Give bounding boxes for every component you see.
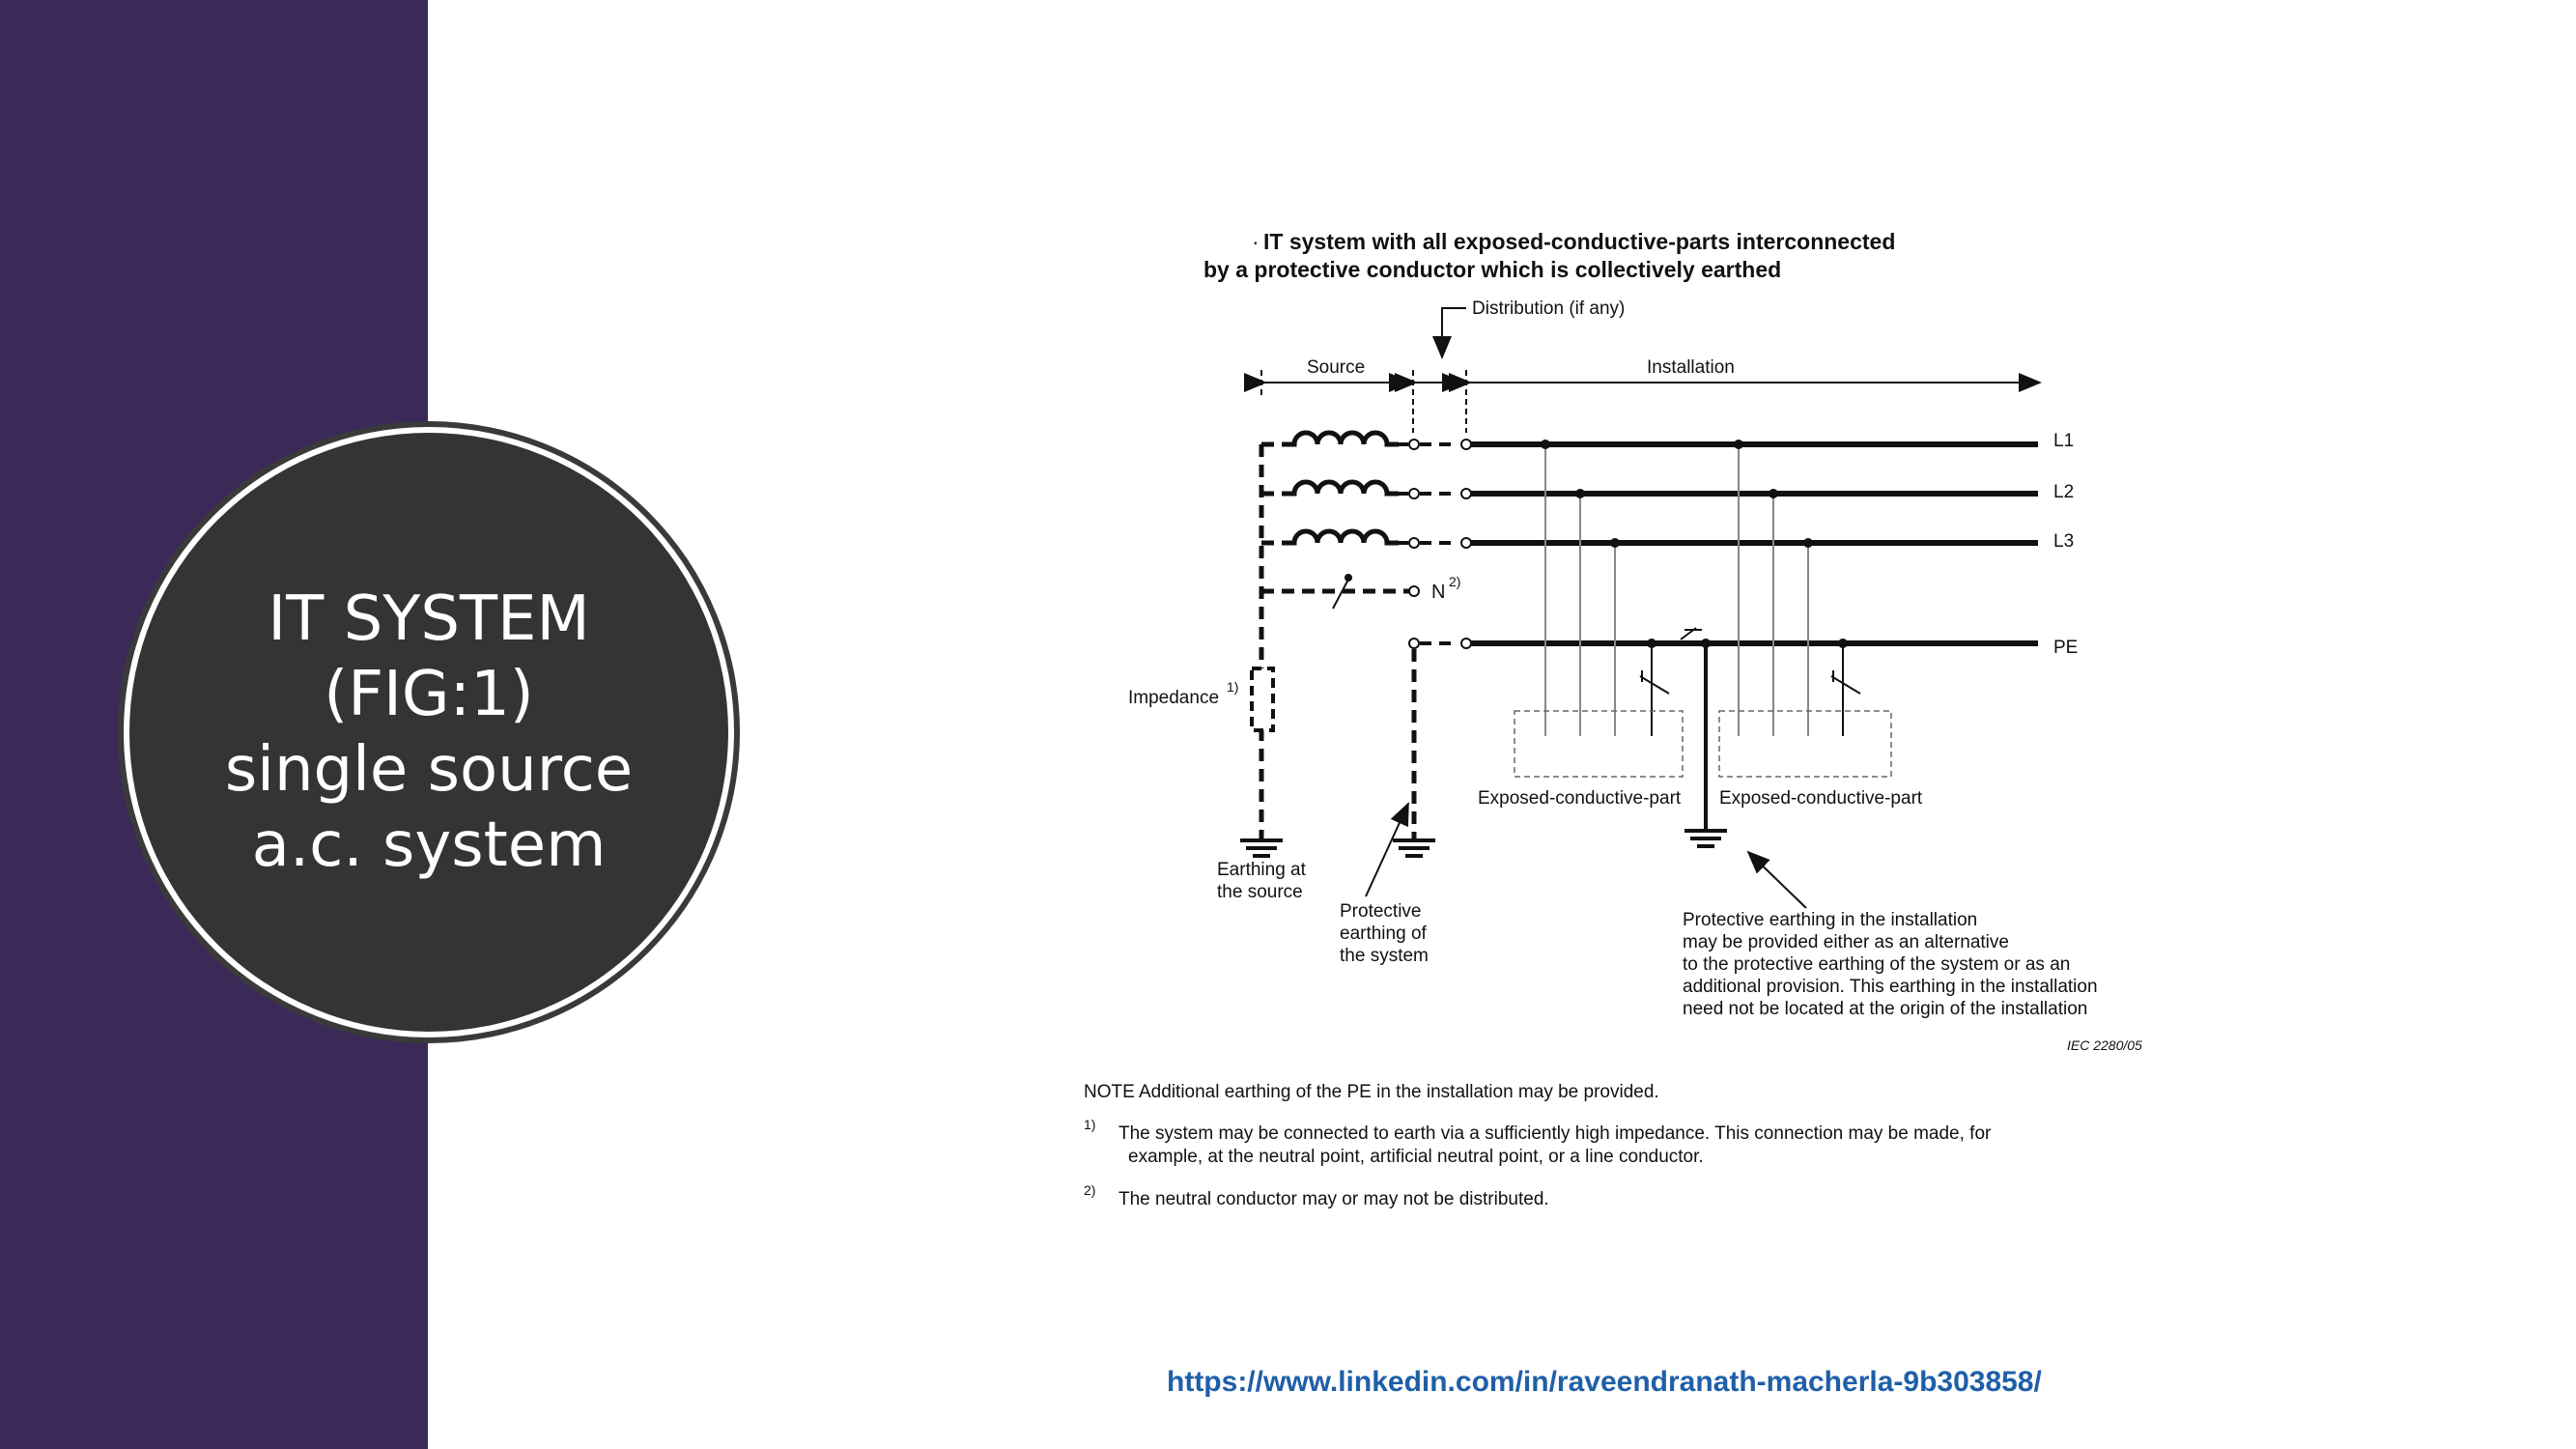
earth-symbol-source <box>1240 840 1283 856</box>
protective-earthing-system-label-2: earthing of <box>1340 923 1427 944</box>
footnote-2-line-1: The neutral conductor may or may not be distributed. <box>1118 1189 1549 1209</box>
neutral-superscript: 2) <box>1449 574 1461 589</box>
footnote-2-marker: 2) <box>1084 1182 1096 1198</box>
slide-title-line-3: single source <box>224 734 634 806</box>
iec-reference: IEC 2280/05 <box>2067 1037 2142 1053</box>
exposed-part-box-2 <box>1719 711 1891 777</box>
protective-earthing-installation-pointer <box>1748 852 1806 908</box>
winding-l2 <box>1285 482 1399 494</box>
protective-earthing-system-label-1: Protective <box>1340 901 1422 922</box>
footnote-1-line-1: The system may be connected to earth via a sufficiently high impedance. This connection may be made, for <box>1118 1123 1992 1144</box>
winding-l3 <box>1285 531 1399 543</box>
pe-slash-marks <box>1640 628 1860 694</box>
footnote-1-marker: 1) <box>1084 1117 1096 1132</box>
exposed-part-label-2: Exposed-conductive-part <box>1719 788 1923 809</box>
conductor-label-l2: L2 <box>2053 482 2075 502</box>
slide-title-line-1: IT SYSTEM <box>268 583 590 655</box>
exposed-part-label-1: Exposed-conductive-part <box>1478 788 1682 809</box>
source-label: Source <box>1307 357 1366 378</box>
linkedin-profile-link[interactable]: https://www.linkedin.com/in/raveendranath-macherla-9b303858/ <box>1167 1366 2042 1398</box>
earth-symbol-installation <box>1684 831 1727 846</box>
exposed-part-taps <box>1545 444 1808 736</box>
note-line: NOTE Additional earthing of the PE in the installation may be provided. <box>1084 1082 1659 1102</box>
earth-symbol-system <box>1393 840 1435 856</box>
neutral-label: N <box>1431 582 1446 603</box>
footnote-1-line-2: example, at the neutral point, artificial neutral point, or a line conductor. <box>1128 1147 1704 1167</box>
exposed-part-box-1 <box>1514 711 1683 777</box>
slide-title-line-4: a.c. system <box>251 810 607 881</box>
distribution-links <box>1399 444 1461 643</box>
winding-l1 <box>1285 433 1399 444</box>
diagram-title-line-1: IT system with all exposed-conductive-parts interconnected <box>1263 229 1896 254</box>
conductor-label-l1: L1 <box>2053 431 2075 451</box>
impedance-label: Impedance <box>1128 688 1220 708</box>
earthing-source-label-2: the source <box>1217 882 1303 902</box>
source-neutral-bus <box>1261 444 1410 840</box>
diagram-title-line-2: by a protective conductor which is collectively earthed <box>1203 257 1782 282</box>
pe-taps <box>1652 643 1843 736</box>
protective-earthing-system-label-3: the system <box>1340 946 1429 966</box>
diagram-title-dot: · <box>1252 229 1260 254</box>
conductor-label-pe: PE <box>2053 638 2079 658</box>
impedance-superscript: 1) <box>1227 679 1239 695</box>
slide-title-line-2: (FIG:1) <box>324 659 534 730</box>
protective-earthing-installation-line-4: additional provision. This earthing in the installation <box>1683 977 2098 997</box>
protective-earthing-installation-line-2: may be provided either as an alternative <box>1683 932 2009 952</box>
protective-earthing-installation-line-5: need not be located at the origin of the installation <box>1683 999 2088 1019</box>
earthing-source-label-1: Earthing at <box>1217 860 1306 880</box>
distribution-label: Distribution (if any) <box>1472 298 1626 319</box>
protective-earthing-installation-line-1: Protective earthing in the installation <box>1683 910 1978 930</box>
distribution-arrow <box>1442 308 1466 357</box>
impedance-box <box>1252 668 1273 730</box>
conductor-label-l3: L3 <box>2053 531 2075 552</box>
protective-earthing-installation-line-3: to the protective earthing of the system or as an <box>1683 954 2071 975</box>
installation-label: Installation <box>1647 357 1735 378</box>
neutral-slash-dot <box>1345 574 1352 582</box>
conductors <box>1471 444 2038 643</box>
